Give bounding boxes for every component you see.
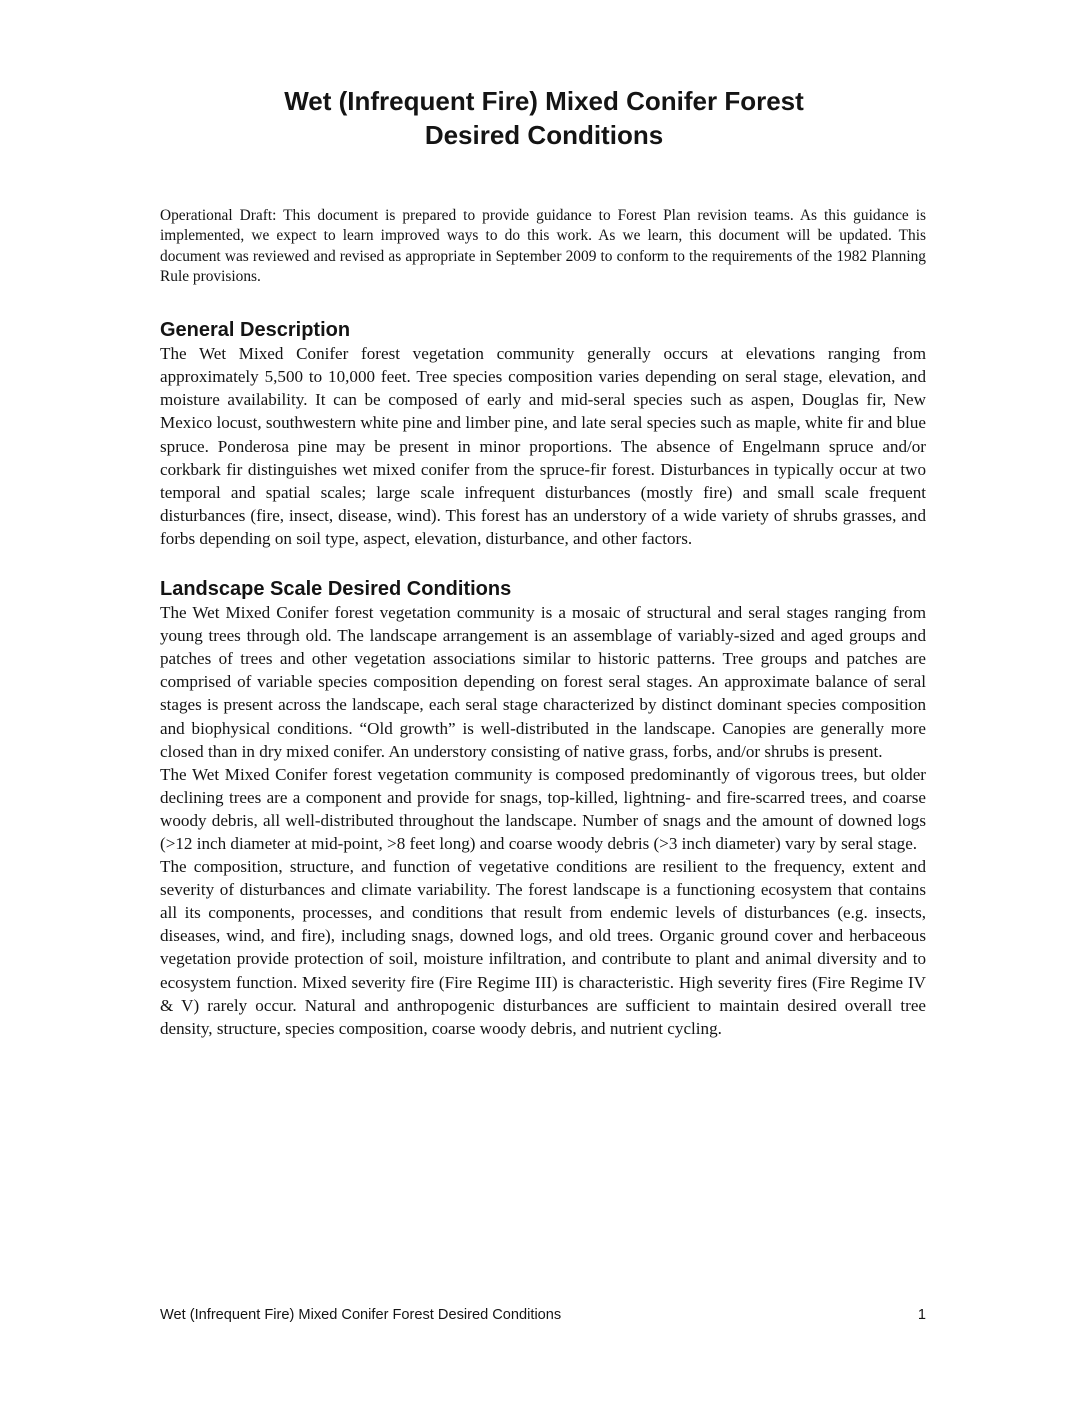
title-line-1: Wet (Infrequent Fire) Mixed Conifer Forest: [284, 86, 804, 116]
paragraph-general-description: The Wet Mixed Conifer forest vegetation community generally occurs at elevations ranging from approximately 5,500 to 10,000 feet. Tree species composition varies depending on seral stage, elevation, and moisture availability. It can be composed of early and mid-seral species such as aspen, Douglas fir, New Mexico locust, southwestern white pine and limber pine, and late seral species such as maple, white fir and blue spruce. Ponderosa pine may be present in minor proportions. The absence of Engelmann spruce and/or corkbark fir distinguishes wet mixed conifer from the spruce-fir forest. Disturbances in typically occur at two temporal and spatial scales; large scale infrequent disturbances (mostly fire) and small scale frequent disturbances (fire, insect, disease, wind). This forest has an understory of a wide variety of shrubs grasses, and forbs depending on soil type, aspect, elevation, disturbance, and other factors.: [160, 344, 926, 548]
page-footer: [160, 1306, 926, 1324]
footer-title: Wet (Infrequent Fire) Mixed Conifer Forest Desired Conditions: [160, 1307, 562, 1323]
section-heading-landscape-scale: Landscape Scale Desired Conditions: [160, 578, 512, 601]
paragraph-landscape-3: The composition, structure, and function of vegetative conditions are resilient to the frequency, extent and severity of disturbances and climate variability. The forest landscape is a functioning ecosystem that contains all its components, processes, and conditions that result from endemic levels of disturbances (e.g. insects, diseases, wind, and fire), including snags, downed logs, and old trees. Organic ground cover and herbaceous vegetation provide protection of soil, moisture infiltration, and contribute to plant and animal diversity and to ecosystem function. Mixed severity fire (Fire Regime III) is characteristic. High severity fires (Fire Regime IV & V) rarely occur. Natural and anthropogenic disturbances are sufficient to maintain desired overall tree density, structure, species composition, coarse woody debris, and nutrient cycling.: [160, 857, 926, 1038]
document-body: [160, 206, 926, 1040]
paragraph-landscape-1: The Wet Mixed Conifer forest vegetation community is a mosaic of structural and seral stages ranging from young trees through old. The landscape arrangement is an assemblage of variably-sized and aged groups and patches of trees and other vegetation associations similar to historic patterns. Tree groups and patches are comprised of variable species composition depending on forest seral stages. An approximate balance of seral stages is present across the landscape, each seral stage characterized by distinct dominant species composition and biophysical conditions. “Old growth” is well-distributed in the landscape. Canopies are generally more closed than in dry mixed conifer. An understory consisting of native grass, forbs, and/or shrubs is present.: [160, 603, 926, 761]
title-line-2: Desired Conditions: [424, 120, 664, 150]
document-title: [0, 84, 1088, 152]
operational-draft-note: Operational Draft: This document is prepared to provide guidance to Forest Plan revision teams. As this guidance is implemented, we expect to learn improved ways to do this work. As we learn, this document will be updated. This document was reviewed and revised as appropriate in September 2009 to conform to the requirements of the 1982 Planning Rule provisions.: [160, 207, 926, 285]
paragraph-landscape-2: The Wet Mixed Conifer forest vegetation community is composed predominantly of vigorous trees, but older declining trees are a component and provide for snags, top-killed, lightning- and fire-scarred trees, and coarse woody debris, all well-distributed throughout the landscape. Number of snags and the amount of downed logs (>12 inch diameter at mid-point, >8 feet long) and coarse woody debris (>3 inch diameter) vary by seral stage.: [160, 764, 926, 853]
page-number: 1: [917, 1307, 926, 1323]
section-heading-general-description: General Description: [160, 319, 351, 342]
